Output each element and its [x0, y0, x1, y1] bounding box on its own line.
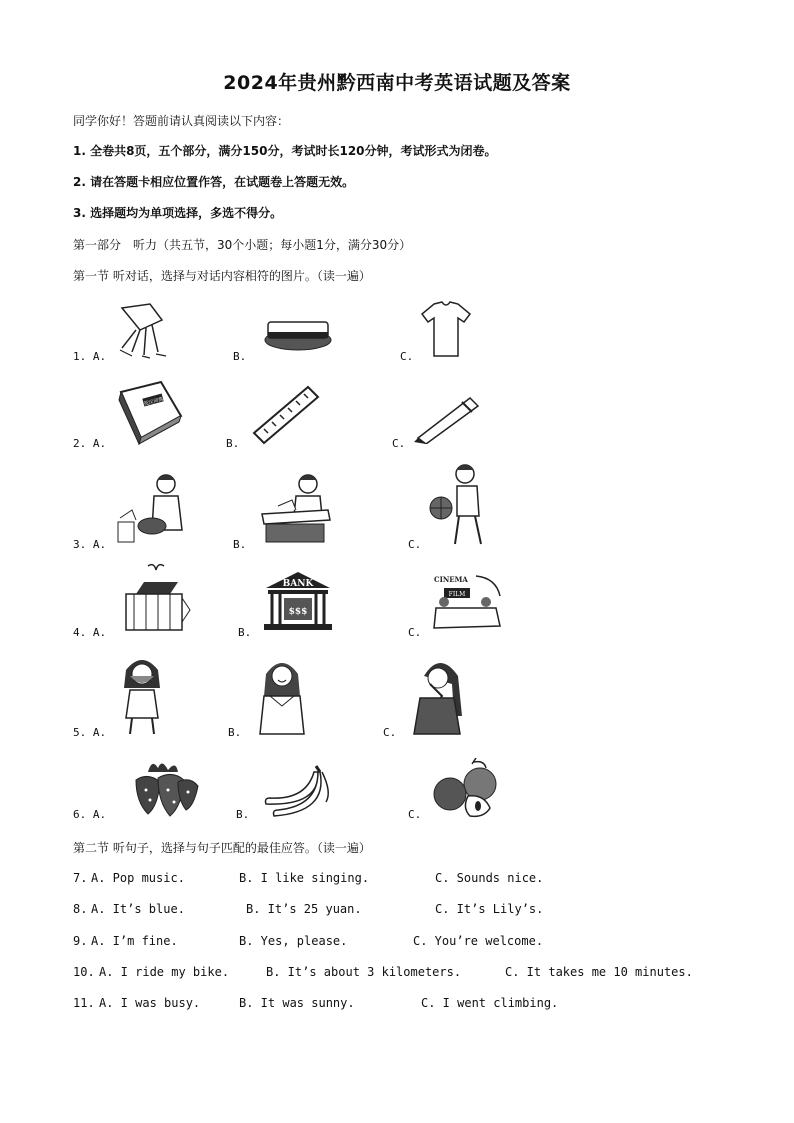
option-b: B. It’s 25 yuan. — [246, 902, 362, 916]
option-a: A. I was busy. — [99, 996, 201, 1010]
option-b: B. It was sunny. — [239, 996, 355, 1010]
tshirt-icon — [420, 298, 472, 360]
section1-heading: 第一节 听对话，选择与对话内容相符的图片。（读一遍） — [73, 269, 371, 283]
option-c-label: C. — [400, 350, 414, 363]
bananas-icon — [260, 762, 334, 820]
option-c-label: C. — [408, 626, 422, 639]
cooking-boy-icon — [112, 470, 192, 548]
book-title-text: 英汉词典 — [143, 396, 164, 408]
option-c-label: C. — [408, 808, 422, 821]
question-number: 5. A. — [73, 726, 107, 739]
question-number: 10. — [73, 965, 95, 979]
option-c: C. Sounds nice. — [435, 871, 544, 885]
shop-icon — [118, 562, 194, 634]
option-a: A. It’s blue. — [91, 902, 185, 916]
option-c: C. It’s Lily’s. — [435, 902, 544, 916]
option-b: B. I like singing. — [239, 871, 370, 885]
option-a: A. I’m fine. — [91, 934, 178, 948]
scarf-icon — [110, 300, 180, 362]
sad-girl-icon — [408, 656, 468, 738]
option-b-label: B. — [233, 350, 247, 363]
dictionary-icon — [115, 378, 185, 446]
option-b-label: B. — [228, 726, 242, 739]
apples-icon — [428, 758, 502, 820]
pen-icon — [412, 392, 484, 444]
option-c: C. It takes me 10 minutes. — [505, 965, 693, 979]
question-number: 4. A. — [73, 626, 107, 639]
option-c-label: C. — [383, 726, 397, 739]
option-b-label: B. — [226, 437, 240, 450]
note-2: 2. 请在答题卡相应位置作答，在试题卷上答题无效。 — [73, 175, 355, 189]
option-b: B. Yes, please. — [239, 934, 348, 948]
intro-text: 同学你好！答题前请认真阅读以下内容： — [73, 114, 290, 128]
studying-boy-icon — [258, 470, 338, 548]
question-number: 2. A. — [73, 437, 107, 450]
option-b-label: B. — [233, 538, 247, 551]
page-title: 2024年贵州黔西南中考英语试题及答案 — [223, 72, 571, 94]
question-number: 3. A. — [73, 538, 107, 551]
question-number: 9. — [73, 934, 88, 948]
question-number: 7. — [73, 871, 88, 885]
option-c: C. I went climbing. — [421, 996, 559, 1010]
cinema-sign-text: CINEMA — [434, 575, 468, 584]
option-a: A. Pop music. — [91, 871, 185, 885]
note-1: 1. 全卷共8页，五个部分，满分150分，考试时长120分钟，考试形式为闭卷。 — [73, 144, 497, 158]
bank-sign-text: BANK — [282, 579, 314, 589]
option-b-label: B. — [238, 626, 252, 639]
option-b-label: B. — [236, 808, 250, 821]
option-c-label: C. — [392, 437, 406, 450]
crying-girl-icon — [116, 654, 168, 736]
option-c-label: C. — [408, 538, 422, 551]
section2-heading: 第二节 听句子，选择与句子匹配的最佳应答。（读一遍） — [73, 841, 371, 855]
question-number: 1. A. — [73, 350, 107, 363]
bank-icon — [262, 570, 334, 632]
basketball-boy-icon — [425, 462, 497, 548]
film-sign-text: FILM — [448, 591, 466, 598]
strawberries-icon — [128, 758, 204, 820]
question-number: 6. A. — [73, 808, 107, 821]
part1-heading: 第一部分 听力（共五节，30个小题；每小题1分，满分30分） — [73, 238, 412, 252]
option-c: C. You’re welcome. — [413, 934, 544, 948]
cinema-icon — [430, 572, 506, 634]
question-number: 11. — [73, 996, 95, 1010]
hat-icon — [262, 318, 334, 358]
smiling-girl-icon — [252, 656, 312, 736]
option-a: A. I ride my bike. — [99, 965, 230, 979]
question-number: 8. — [73, 902, 88, 916]
note-3: 3. 选择题均为单项选择，多选不得分。 — [73, 206, 283, 220]
ruler-icon — [250, 385, 322, 447]
bank-money-text: $$$ — [288, 607, 308, 617]
option-b: B. It’s about 3 kilometers. — [266, 965, 462, 979]
